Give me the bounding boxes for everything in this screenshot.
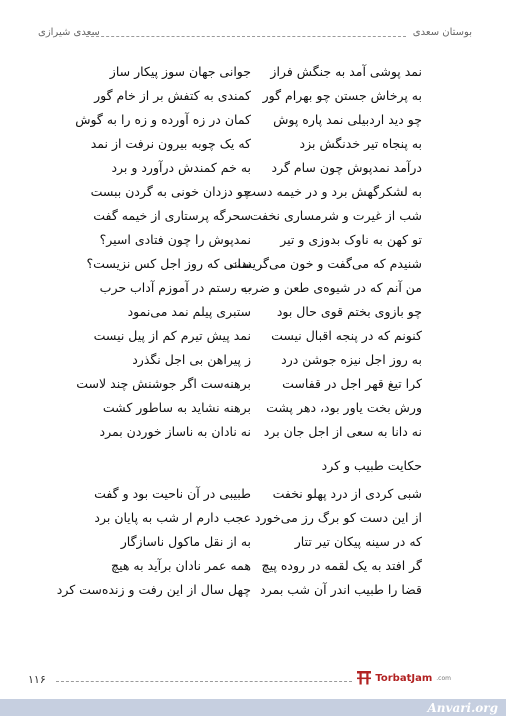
hemistich-second: که یک چوبه بیرون نرفت از نمد (90, 136, 251, 151)
hemistich-second: ز پیراهن بی اجل نگذرد (132, 352, 251, 367)
couplet (0, 485, 506, 509)
hemistich-second: کمندی به کتفش بر از خام گور (94, 88, 251, 103)
couplet (0, 509, 506, 533)
hemistich-first: گر افتد به یک لقمه در روده پیچ (261, 558, 422, 573)
hemistich-first: از این دست کو برگ رز می‌خورد (254, 510, 422, 525)
story-heading: حکایت طبیب و کرد (321, 458, 422, 473)
hemistich-first: قضا را طبیب اندر آن شب بمرد (260, 582, 422, 597)
footer-divider (56, 681, 352, 682)
couplet (0, 303, 506, 327)
watermark: Anvari.org (427, 701, 498, 715)
hemistich-first: کرا تیغ قهر اجل در قفاست (282, 376, 422, 391)
hemistich-second: برهنه نشاید به ساطور کشت (102, 400, 251, 415)
hemistich-second: کمان در زه آورده و زه را به گوش (75, 112, 251, 127)
hemistich-first: درآمد نمدپوش چون سام گرد (271, 160, 422, 175)
book-title: بوستان سعدی (412, 27, 472, 38)
hemistich-second: به رستم در آموزم آداب حرب (99, 280, 251, 295)
hemistich-first: به لشکرگهش برد و در خیمه دست (244, 184, 422, 199)
couplet (0, 255, 506, 279)
header-divider (86, 36, 406, 37)
hemistich-first: به روز اجل نیزه جوشن درد (281, 352, 422, 367)
hemistich-second: چو دزدان خونی به گردن ببست (90, 184, 251, 199)
hemistich-second: به خم کمندش درآورد و برد (111, 160, 251, 175)
author-name: سعدی شیرازی (38, 27, 100, 38)
couplet (0, 159, 506, 183)
hemistich-second: جوانی جهان سوز پیکار ساز (109, 64, 251, 79)
hemistich-second: چهل سال از این رفت و زنده‌ست کرد (56, 582, 251, 597)
couplet (0, 111, 506, 135)
hemistich-second: ستبری پیلم نمد می‌نمود (127, 304, 251, 319)
couplet (0, 557, 506, 581)
couplet (0, 581, 506, 605)
hemistich-second: نه نادان به ناساز خوردن بمرد (99, 424, 251, 439)
hemistich-first: که در سینه پیکان تیر تتار (294, 534, 422, 549)
hemistich-second: نمدپوش را چون فتادی اسیر؟ (99, 232, 251, 247)
page-number: ۱۱۶ (28, 673, 46, 686)
couplet (0, 87, 506, 111)
hemistich-first: به پرخاش جستن چو بهرام گور (262, 88, 422, 103)
couplet (0, 533, 506, 557)
hemistich-second: همه عمر نادان برآید به هیچ (111, 558, 251, 573)
hemistich-first: تو کهن به ناوک بدوزی و تیر (280, 232, 422, 247)
hemistich-first: به پنجاه تیر خدنگش بزد (299, 136, 422, 151)
hemistich-second: به از نقل ماکول ناسازگار (120, 534, 251, 549)
hemistich-first: ورش بخت یاور بود، دهر پشت (266, 400, 422, 415)
hemistich-first: من آنم که در شیوه‌ی طعن و ضرب (240, 280, 422, 295)
couplet (0, 63, 506, 87)
couplet (0, 351, 506, 375)
hemistich-first: چو دید اردبیلی نمد پاره پوش (273, 112, 422, 127)
hemistich-first: نمد پوشی آمد به جنگش فراز (270, 64, 422, 79)
couplet (0, 207, 506, 231)
hemistich-first: نه دانا به سعی از اجل جان برد (263, 424, 422, 439)
couplet (0, 279, 506, 303)
hemistich-first: چو بازوی بختم قوی حال بود (276, 304, 422, 319)
couplet (0, 327, 506, 351)
hemistich-first: شنیدم که می‌گفت و خون می‌گریست (229, 256, 422, 271)
couplet (0, 423, 506, 447)
hemistich-second: سحرگه پرستاری از خیمه گفت (93, 208, 251, 223)
hemistich-first: شب از غیرت و شرمساری نخفت (249, 208, 422, 223)
couplet (0, 231, 506, 255)
hemistich-first: شبی کردی از درد پهلو نخفت (272, 486, 422, 501)
hemistich-second: طبیبی در آن ناحیت بود و گفت (94, 486, 251, 501)
couplet (0, 183, 506, 207)
logo-suffix: .com (436, 674, 451, 682)
couplet (0, 375, 506, 399)
hemistich-second: ندانی که روز اجل کس نزیست؟ (86, 256, 251, 271)
couplet (0, 135, 506, 159)
logo-text: TorbatJam (375, 672, 433, 684)
hemistich-second: برهنه‌ست اگر جوشنش چند لاست (76, 376, 251, 391)
torbatjam-logo-icon (356, 670, 372, 686)
hemistich-second: نمد پیش تیرم کم از پیل نیست (93, 328, 251, 343)
hemistich-first: کنونم که در پنجه اقبال نیست (271, 328, 422, 343)
hemistich-second: عجب دارم ار شب به پایان برد (94, 510, 251, 525)
site-logo (356, 670, 451, 686)
couplet (0, 399, 506, 423)
